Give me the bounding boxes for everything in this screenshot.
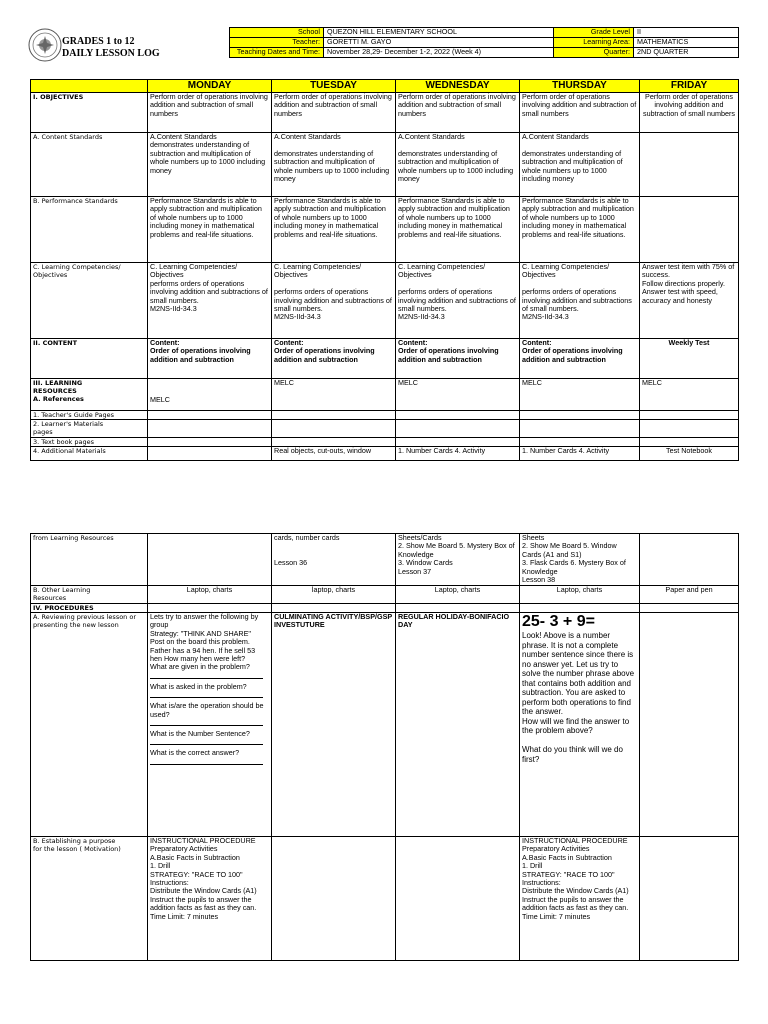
- cell-monday: [148, 534, 272, 586]
- lesson-log-table: [30, 79, 739, 461]
- cell-tuesday-motivation: [272, 837, 396, 961]
- cell-wednesday: Laptop, charts: [396, 586, 520, 604]
- cell-thursday: Sheets 2. Show Me Board 5. Window Cards (A1 and S1) 3. Flask Cards 6. Mystery Box of Knowledge Lesson 38: [520, 534, 640, 586]
- document-title: [62, 36, 160, 60]
- cell-tuesday-review: CULMINATING ACTIVITY/BSP/GSP INVESTUTURE: [272, 613, 396, 837]
- answer-line: [150, 691, 263, 698]
- day-friday: FRIDAY: [640, 80, 739, 93]
- row-label: B. Establishing a purpose for the lesson ( Motivation): [31, 837, 148, 961]
- cell-wednesday: 1. Number Cards 4. Activity: [396, 447, 520, 461]
- cell-thursday: Perform order of operations involving addition and subtraction of small numbers: [520, 93, 640, 133]
- review-intro: Lets try to answer the following by group Strategy: "THINK AND SHARE" Post on the board this problem. Father has a 94 hen. If he sell 53 hen How many hen were left?: [150, 612, 259, 664]
- cell-monday: [148, 447, 272, 461]
- quarter-label: Quarter:: [554, 48, 634, 58]
- cell-friday: [640, 133, 739, 197]
- cell-monday: C. Learning Competencies/ Objectives performs orders of operations involving addition and subtractions of small numbers. M2NS-IId-34.3: [148, 263, 272, 339]
- cell-friday: [640, 197, 739, 263]
- cell-friday-motivation: [640, 837, 739, 961]
- row-label: IV. PROCEDURES: [31, 604, 148, 613]
- thursday-review-text: Look! Above is a number phrase. It is not a complete number sentence since there is no answer yet. Let us try to solve the number phrase above that contains both addition and subtraction. You are asked to perform both operations to find the answer. How will we find the answer to the problem above? What do you think will we do first?: [522, 631, 635, 764]
- cell-tuesday: Content: Order of operations involving addition and subtraction: [272, 339, 396, 379]
- cell-friday: Weekly Test: [640, 339, 739, 379]
- table-row: [31, 379, 739, 411]
- cell-friday: [640, 604, 739, 613]
- cell-thursday-review: [520, 613, 640, 837]
- cell-friday: [640, 420, 739, 438]
- cell-wednesday: C. Learning Competencies/ Objectives performs orders of operations involving addition and subtractions of small numbers. M2NS-IId-34.3: [396, 263, 520, 339]
- cell-thursday: MELC: [520, 379, 640, 411]
- cell-tuesday: MELC: [272, 379, 396, 411]
- row-label: A. Content Standards: [31, 133, 148, 197]
- day-header-row: [31, 80, 739, 93]
- deped-seal-logo: [28, 28, 62, 62]
- question-answer: What is the correct answer?: [150, 748, 240, 758]
- cell-thursday: [520, 604, 640, 613]
- cell-monday: [148, 438, 272, 447]
- cell-wednesday: MELC: [396, 379, 520, 411]
- cell-friday: [640, 411, 739, 420]
- answer-line: [150, 719, 263, 726]
- question-asked: What is asked in the problem?: [150, 681, 247, 691]
- school-label: School: [230, 28, 324, 38]
- cell-monday: [148, 420, 272, 438]
- corner-cell: [31, 80, 148, 93]
- cell-thursday: Content: Order of operations involving addition and subtraction: [520, 339, 640, 379]
- row-label: C. Learning Competencies/ Objectives: [31, 263, 148, 339]
- cell-monday: Content: Order of operations involving addition and subtraction: [148, 339, 272, 379]
- cell-wednesday: [396, 411, 520, 420]
- cell-monday: Laptop, charts: [148, 586, 272, 604]
- dates-value: November 28,29- December 1-2, 2022 (Week 4): [324, 48, 554, 58]
- teacher-label: Teacher:: [230, 38, 324, 48]
- answer-line: [150, 738, 263, 745]
- cell-tuesday: Real objects, cut-outs, window: [272, 447, 396, 461]
- row-label: 4. Additional Materials: [31, 447, 148, 461]
- grade-label: Grade Level: [554, 28, 634, 38]
- cell-tuesday: Performance Standards is able to apply subtraction and multiplication of whole numbers up to 1000 including money in mathematical problems and real-life situations.: [272, 197, 396, 263]
- title-line-2: DAILY LESSON LOG: [62, 48, 160, 59]
- question-given: What are given in the problem?: [150, 662, 250, 672]
- row-label: B. Other Learning Resources: [31, 586, 148, 604]
- cell-wednesday: [396, 420, 520, 438]
- cell-tuesday: [272, 420, 396, 438]
- row-label: 2. Learner's Materials pages: [31, 420, 148, 438]
- cell-tuesday: C. Learning Competencies/ Objectives performs orders of operations involving addition and subtractions of small numbers. M2NS-IId-34.3: [272, 263, 396, 339]
- school-value: QUEZON HILL ELEMENTARY SCHOOL: [324, 28, 554, 38]
- table-row-review: [31, 613, 739, 837]
- cell-tuesday: cards, number cards Lesson 36: [272, 534, 396, 586]
- cell-friday: Perform order of operations involving addition and subtraction of small numbers: [640, 93, 739, 133]
- table-row: [31, 604, 739, 613]
- row-label: 1. Teacher's Guide Pages: [31, 411, 148, 420]
- cell-tuesday: Perform order of operations involving addition and subtraction of small numbers: [272, 93, 396, 133]
- teacher-value: GORETTI M. GAYO: [324, 38, 554, 48]
- cell-wednesday: [396, 438, 520, 447]
- cell-friday: MELC: [640, 379, 739, 411]
- table-row: [31, 197, 739, 263]
- table-row: [31, 534, 739, 586]
- cell-friday: Test Notebook: [640, 447, 739, 461]
- answer-line: [150, 758, 263, 765]
- lesson-log-table-continued: [30, 533, 739, 961]
- cell-monday: A.Content Standards demonstrates understanding of subtraction and multiplication of whole numbers up to 1000 including money: [148, 133, 272, 197]
- row-label: B. Performance Standards: [31, 197, 148, 263]
- cell-wednesday: Content: Order of operations involving addition and subtraction: [396, 339, 520, 379]
- cell-friday: Paper and pen: [640, 586, 739, 604]
- day-tuesday: TUESDAY: [272, 80, 396, 93]
- cell-friday: [640, 438, 739, 447]
- cell-thursday: [520, 420, 640, 438]
- cell-monday: Performance Standards is able to apply subtraction and multiplication of whole numbers up to 1000 including money in mathematical problems and real-life situations.: [148, 197, 272, 263]
- grade-value: II: [634, 28, 739, 38]
- question-number-sentence: What is the Number Sentence?: [150, 729, 250, 739]
- table-row: [31, 438, 739, 447]
- cell-wednesday: [396, 604, 520, 613]
- cell-friday-review: [640, 613, 739, 837]
- table-row: [31, 411, 739, 420]
- cell-tuesday: A.Content Standards demonstrates understanding of subtraction and multiplication of whole numbers up to 1000 including money: [272, 133, 396, 197]
- cell-thursday: C. Learning Competencies/ Objectives performs orders of operations involving addition and subtractions of small numbers. M2NS-IId-34.3: [520, 263, 640, 339]
- cell-thursday: Performance Standards is able to apply subtraction and multiplication of whole numbers up to 1000 including money in mathematical problems and real-life situations.: [520, 197, 640, 263]
- area-label: Learning Area:: [554, 38, 634, 48]
- day-monday: MONDAY: [148, 80, 272, 93]
- cell-monday: Perform order of operations involving addition and subtraction of small numbers: [148, 93, 272, 133]
- cell-wednesday: Performance Standards is able to apply subtraction and multiplication of whole numbers up to 1000 including money in mathematical problems and real-life situations.: [396, 197, 520, 263]
- row-label: A. Reviewing previous lesson or presenting the new lesson: [31, 613, 148, 837]
- cell-thursday: [520, 411, 640, 420]
- cell-monday-review: [148, 613, 272, 837]
- row-label: II. CONTENT: [31, 339, 148, 379]
- table-row: [31, 586, 739, 604]
- table-row: [31, 420, 739, 438]
- table-row-motivation: [31, 837, 739, 961]
- question-operation: What is/are the operation should be used?: [150, 701, 264, 719]
- cell-monday: MELC: [148, 379, 272, 411]
- cell-monday: [148, 411, 272, 420]
- row-label: from Learning Resources: [31, 534, 148, 586]
- table-row: [31, 339, 739, 379]
- table-row: [31, 93, 739, 133]
- answer-line: [150, 672, 263, 679]
- day-wednesday: WEDNESDAY: [396, 80, 520, 93]
- cell-tuesday: [272, 411, 396, 420]
- cell-tuesday: [272, 438, 396, 447]
- cell-thursday-motivation: INSTRUCTIONAL PROCEDURE Preparatory Activities A.Basic Facts in Subtraction 1. Drill STRATEGY: "RACE TO 100" Instructions: Distribute the Window Cards (A1) Instruct the pupils to answer the addition facts as fast as they can. Time Limit: 7 minutes: [520, 837, 640, 961]
- day-thursday: THURSDAY: [520, 80, 640, 93]
- row-label: III. LEARNING RESOURCES A. References: [31, 379, 148, 411]
- cell-tuesday: laptop, charts: [272, 586, 396, 604]
- table-row: [31, 263, 739, 339]
- cell-friday: [640, 534, 739, 586]
- cell-wednesday-motivation: [396, 837, 520, 961]
- row-label: 3. Text book pages: [31, 438, 148, 447]
- cell-wednesday: A.Content Standards demonstrates understanding of subtraction and multiplication of whole numbers up to 1000 including money: [396, 133, 520, 197]
- cell-wednesday-review: REGULAR HOLIDAY-BONIFACIO DAY: [396, 613, 520, 837]
- cell-monday-motivation: INSTRUCTIONAL PROCEDURE Preparatory Activities A.Basic Facts in Subtraction 1. Drill STRATEGY: "RACE TO 100" Instructions: Distribute the Window Cards (A1) Instruct the pupils to answer the addition facts as fast as they can. Time Limit: 7 minutes: [148, 837, 272, 961]
- cell-wednesday: Perform order of operations involving addition and subtraction of small numbers: [396, 93, 520, 133]
- cell-monday: [148, 604, 272, 613]
- cell-thursday: Laptop, charts: [520, 586, 640, 604]
- row-label: I. OBJECTIVES: [31, 93, 148, 133]
- table-row: [31, 447, 739, 461]
- number-phrase: 25- 3 + 9=: [522, 613, 595, 630]
- cell-thursday: [520, 438, 640, 447]
- table-row: [31, 133, 739, 197]
- cell-thursday: 1. Number Cards 4. Activity: [520, 447, 640, 461]
- header-info-table: [229, 27, 739, 58]
- cell-tuesday: [272, 604, 396, 613]
- cell-friday: Answer test item with 75% of success. Follow directions properly. Answer test with speed, accuracy and honesty: [640, 263, 739, 339]
- quarter-value: 2ND QUARTER: [634, 48, 739, 58]
- dates-label: Teaching Dates and Time:: [230, 48, 324, 58]
- cell-wednesday: Sheets/Cards 2. Show Me Board 5. Mystery Box of Knowledge 3. Window Cards Lesson 37: [396, 534, 520, 586]
- cell-thursday: A.Content Standards demonstrates understanding of subtraction and multiplication of whole numbers up to 1000 including money: [520, 133, 640, 197]
- area-value: MATHEMATICS: [634, 38, 739, 48]
- title-line-1: GRADES 1 to 12: [62, 36, 135, 47]
